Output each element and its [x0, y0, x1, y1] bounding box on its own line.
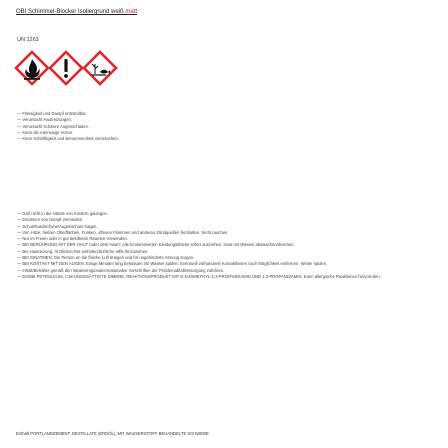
footer-ingredients: Enthält PORTLANDZEMENT; DESTILLATE (ERDÖL), MIT WASSERSTOFF BEHANDELTE SCHWERE: [16, 431, 209, 436]
hazard-line: — Kann die Atemwege reizen.: [17, 129, 74, 135]
product-name-accent: matt: [125, 9, 138, 15]
product-name-text: OBI Schimmel-Blocker Isoliergrund weiß: [16, 9, 126, 15]
hazard-line: — Verursacht Hautreizungen.: [17, 117, 72, 123]
flammable-pictogram: [16, 52, 48, 84]
precaution-line: — Einatmen von Dampf vermeiden.: [17, 217, 84, 223]
precaution-line: — BEI BERÜHRUNG MIT DER HAUT (oder dem Haar): Alle kontaminierten Kleidungsstücke sofort ausziehen. Haut mit Wasser abwaschen/duschen.: [17, 242, 295, 248]
precaution-line: — Bei Hautreizung: Ärztlichen Rat einholen/ärztliche Hilfe hinzuziehen.: [17, 248, 149, 254]
precaution-line: — Enthält PETROLEUM, C18-UNGESÄTTIGTE DIMERE, REAKTIONSPRODUKT MIT N,N-DIMETHYL-1,3-PROPANDIAMIN UND 1,3-PROPANDIAMIN. Kann allergische Reaktionen hervorrufen.: [17, 273, 381, 279]
precaution-line: — Schutzhandschuhe/Augenschutz tragen.: [17, 223, 98, 229]
exclamation-pictogram: [50, 52, 82, 84]
precaution-line: — BEI KONTAKT MIT DEN AUGEN: Einige Minuten lang behutsam mit Wasser spülen. Eventuell vorhandene Kontaktlinsen nach Möglichkeit entfernen. Weiter spülen.: [17, 261, 328, 267]
environment-pictogram: [84, 52, 116, 84]
hazard-line: — Kann Schläfrigkeit und Benommenheit verursachen.: [17, 136, 119, 142]
precaution-line: — Von Hitze, heißen Oberflächen, Funken, offenen Flammen und anderen Zündquellen fernhalten. Nicht rauchen.: [17, 229, 229, 235]
precaution-line: — Nur im Freien oder in gut belüfteten Räumen verwenden.: [17, 236, 129, 242]
precautionary-statements: [17, 211, 417, 280]
hazard-line: — Flüssigkeit und Dampf entzündbar.: [17, 111, 87, 116]
ghs-pictograms: [14, 48, 124, 98]
product-name: [16, 8, 216, 16]
precaution-line: — Inhalt/Behälter gemäß den lokalen/regionalen/nationalen Vorschriften der Problemabfallentsorgung zuführen.: [17, 267, 225, 273]
hazard-statements: [17, 111, 417, 142]
un-number-label: UN 1263: [17, 37, 39, 43]
precaution-line: — BEI EINATMEN: Die Person an die frische Luft bringen und für ungehinderte Atmung sorgen.: [17, 255, 195, 261]
hazard-line: — Verursacht schwere Augenschäden.: [17, 123, 90, 129]
precaution-line: — Darf nicht in die Hände von Kindern gelangen.: [17, 211, 109, 216]
